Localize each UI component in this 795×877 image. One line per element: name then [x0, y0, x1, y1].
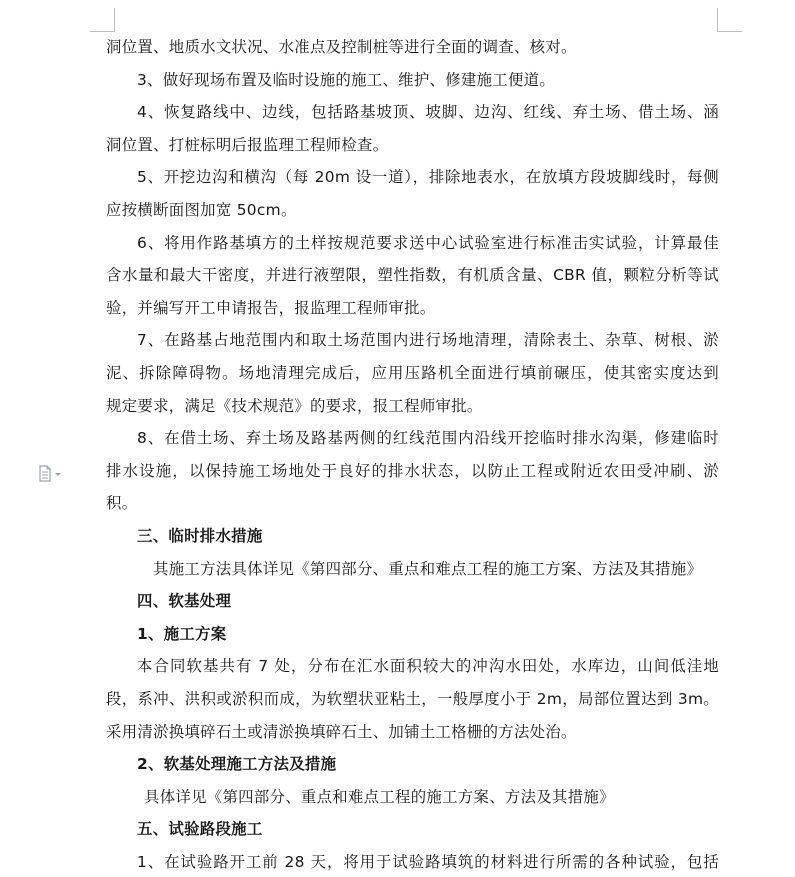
paragraph-line: 1、在试验路开工前 28 天，将用于试验路填筑的材料进行所需的各种试验，包括 — [137, 853, 719, 871]
paragraph-line: 本合同软基共有 7 处，分布在汇水面积较大的冲沟水田处，水库边，山间低洼地 — [137, 657, 719, 676]
section-heading: 五、试验路段施工 — [137, 820, 263, 839]
paragraph-line: 积。 — [106, 494, 138, 513]
crop-mark-top-right — [717, 8, 718, 32]
paragraph-line: 泥、拆除障碍物。场地清理完成后，应用压路机全面进行填前碾压，使其密实度达到 — [106, 364, 719, 382]
paragraph-line: 含水量和最大干密度，并进行液塑限，塑性指数，有机质含量、CBR 值，颗粒分析等试 — [106, 266, 719, 285]
paragraph-line: 洞位置、地质水文状况、水准点及控制桩等进行全面的调查、核对。 — [106, 38, 577, 56]
section-heading: 2、软基处理施工方法及措施 — [137, 755, 337, 774]
paragraph-line: 其施工方法具体详见《第四部分、重点和难点工程的施工方案、方法及其措施》 — [153, 559, 703, 578]
paragraph-line: 3、做好现场布置及临时设施的施工、维护、修建施工便道。 — [137, 70, 556, 89]
crop-mark-top-left — [114, 8, 115, 32]
paragraph-line: 段，系冲、洪积或淤积而成，为软塑状亚粘土，一般厚度小于 2m，局部位置达到 3m。 — [106, 690, 719, 708]
paragraph-line: 排水设施，以保持施工场地处于良好的排水状态，以防止工程或附近农田受冲刷、淤 — [106, 461, 719, 480]
paragraph-line: 具体详见《第四部分、重点和难点工程的施工方案、方法及其措施》 — [144, 787, 615, 806]
paragraph-line: 4、恢复路线中、边线，包括路基坡顶、坡脚、边沟、红线、弃土场、借土场、涵 — [137, 103, 719, 122]
crop-mark-top-right — [717, 31, 742, 32]
paragraph-line: 规定要求，满足《技术规范》的要求，报工程师审批。 — [106, 396, 483, 415]
paragraph-line: 采用清淤换填碎石土或清淤换填碎石土、加铺土工格栅的方法处治。 — [106, 722, 577, 741]
paragraph-line: 应按横断面图加宽 50cm。 — [106, 201, 297, 219]
section-heading: 三、临时排水措施 — [137, 527, 263, 545]
paragraph-line: 5、开挖边沟和横沟（每 20m 设一道），排除地表水，在放填方段坡脚线时，每侧 — [137, 168, 719, 187]
paragraph-line: 洞位置、打桩标明后报监理工程师检查。 — [106, 135, 389, 154]
section-heading: 1、施工方案 — [137, 624, 227, 643]
paragraph-line: 7、在路基占地范围内和取土场范围内进行场地清理，清除表土、杂草、树根、淤 — [137, 331, 719, 350]
paragraph-line: 6、将用作路基填方的土样按规范要求送中心试验室进行标准击实试验，计算最佳 — [137, 233, 719, 252]
paragraph-line: 8、在借土场、弃土场及路基两侧的红线范围内沿线开挖临时排水沟渠，修建临时 — [137, 429, 719, 448]
section-heading: 四、软基处理 — [137, 592, 232, 611]
paragraph-options-icon[interactable] — [38, 465, 64, 483]
paragraph-line: 验，并编写开工申请报告，报监理工程师审批。 — [106, 298, 436, 317]
